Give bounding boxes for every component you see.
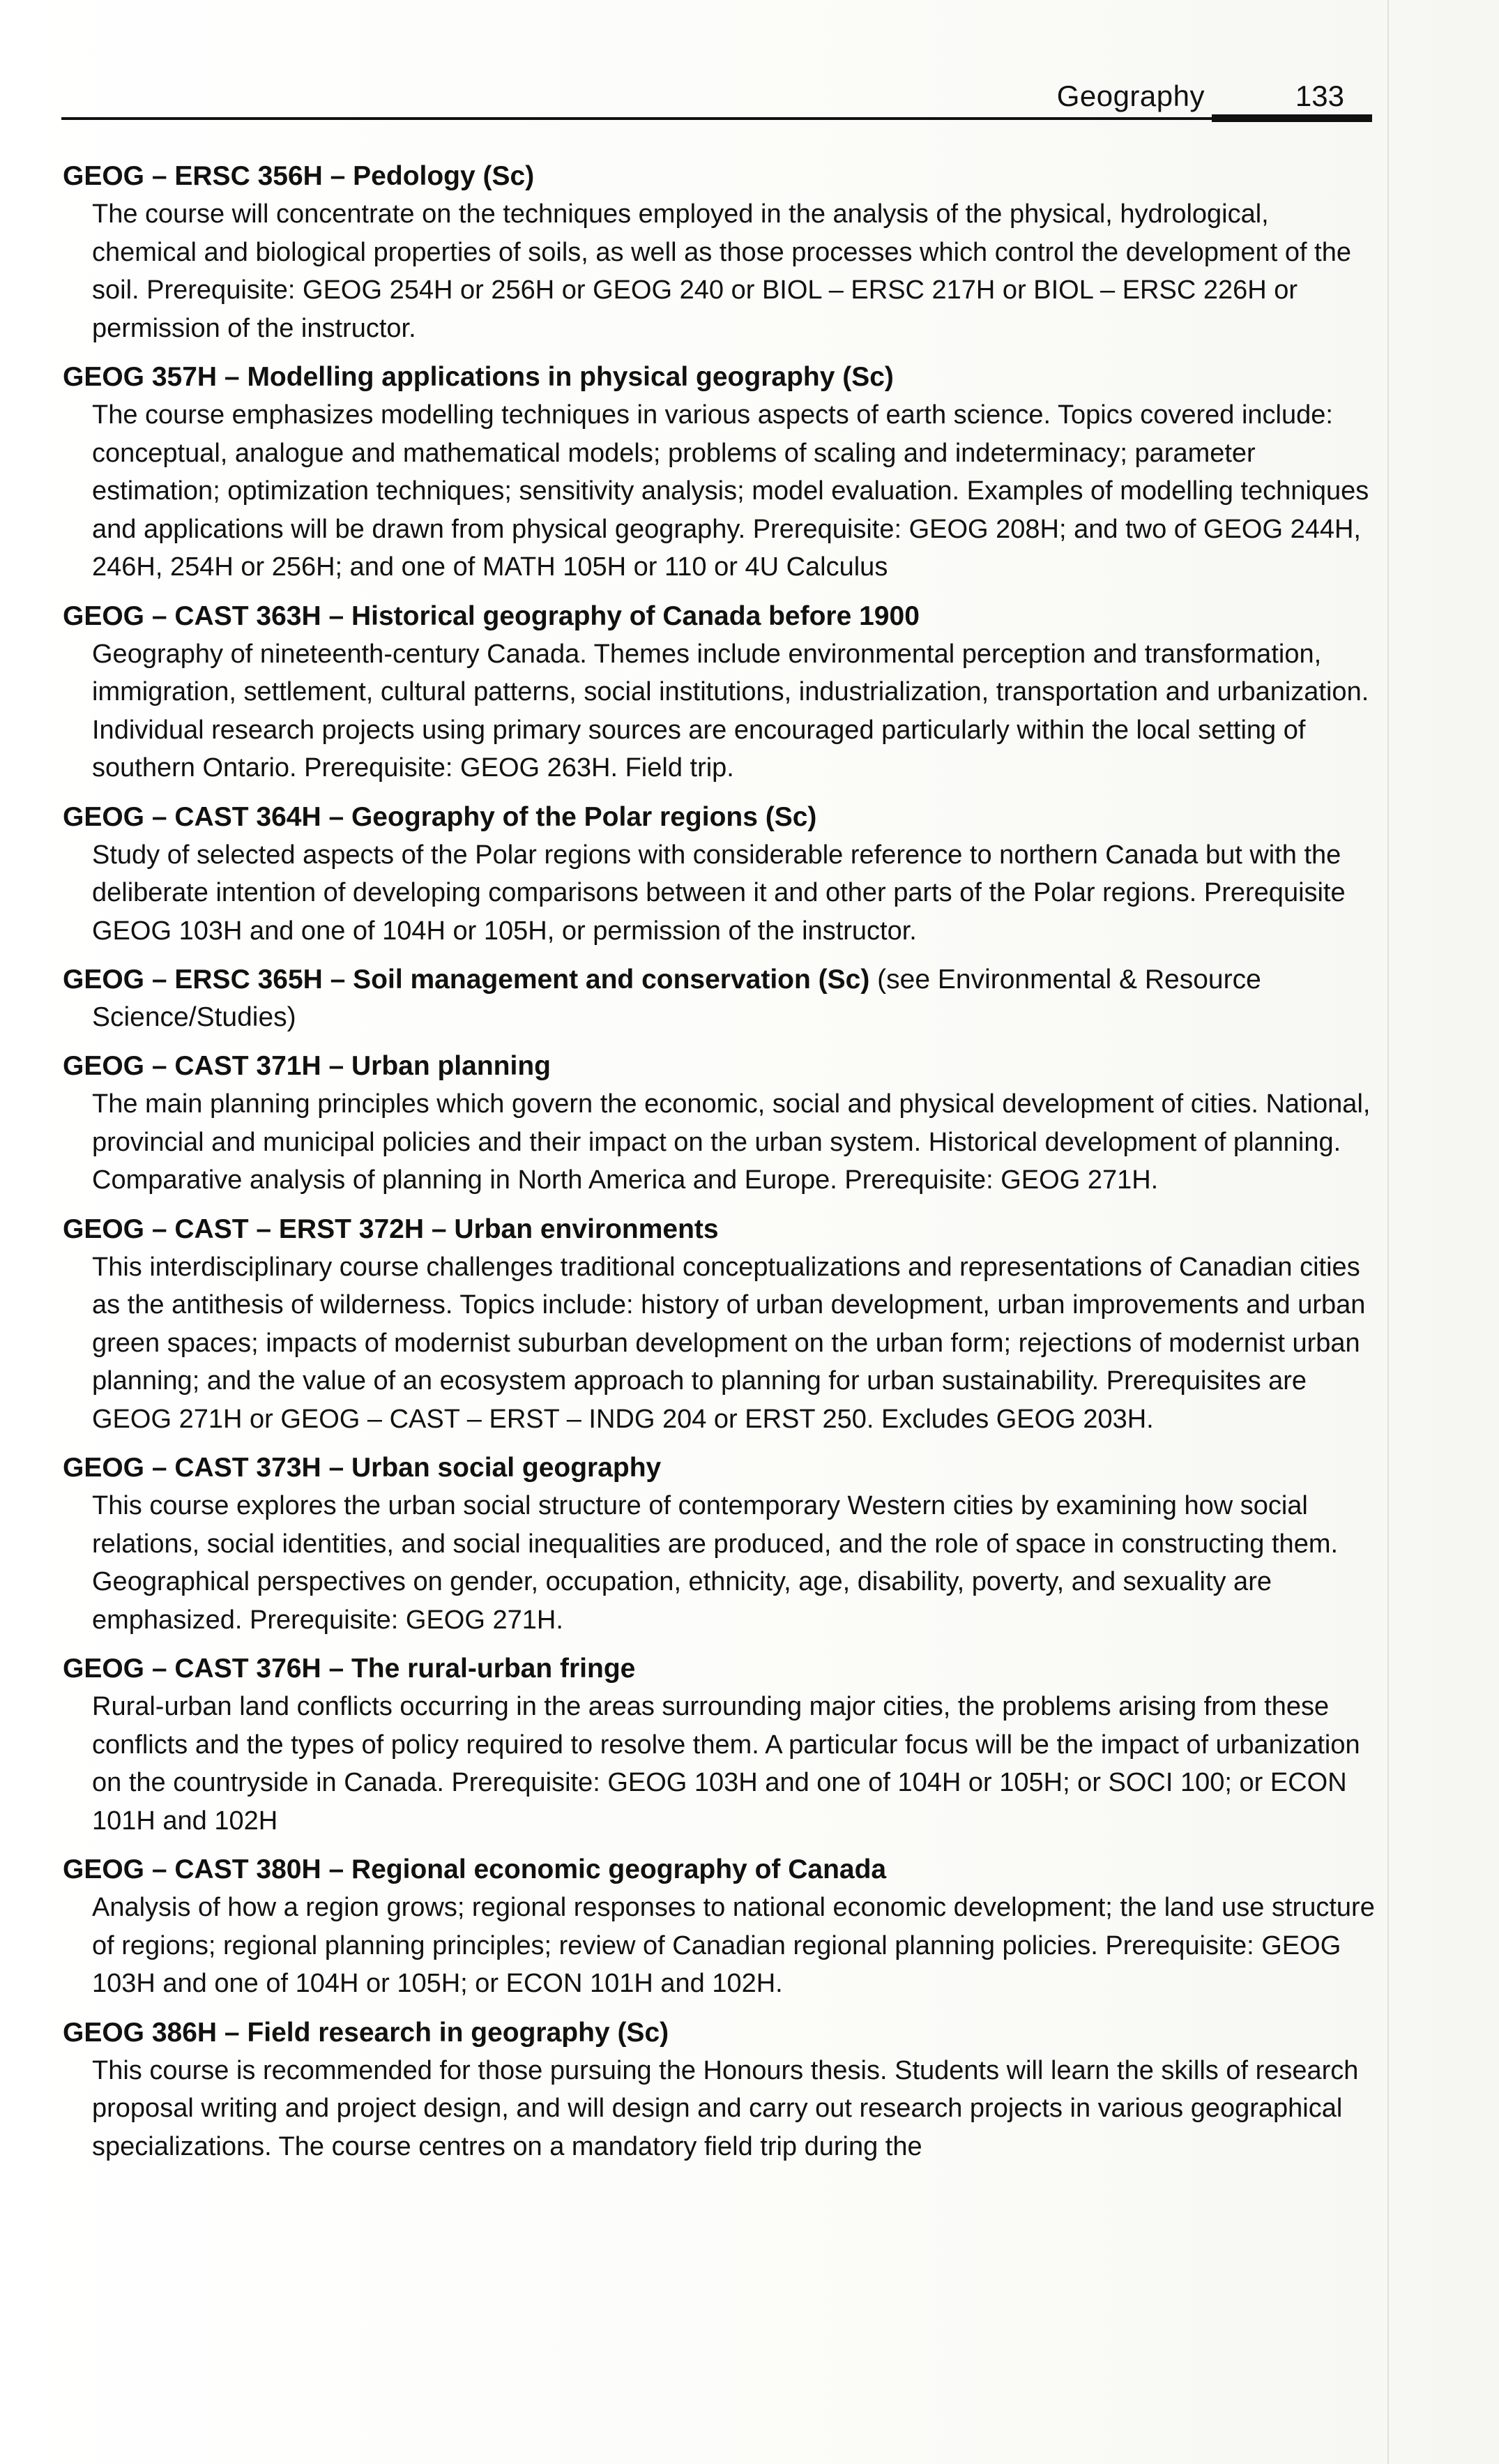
course-title: GEOG – CAST 363H – Historical geography of Canada before 1900 bbox=[63, 600, 920, 631]
course-description: Analysis of how a region grows; regional responses to national economic development; the land use structure of regions; regional planning principles; review of Canadian regional planning policies. Prerequisite: GEOG 103H and one of 104H or 105H; or ECON 101H and 102H. bbox=[92, 1893, 1375, 1998]
course-cross-reference: (see Environmental & Resource bbox=[869, 965, 1261, 995]
course-entry bbox=[63, 1449, 1380, 1639]
course-title: GEOG – ERSC 356H – Pedology (Sc) bbox=[63, 161, 535, 191]
header-rule bbox=[61, 117, 1372, 120]
course-description: The main planning principles which govern the economic, social and physical development of cities. National, provincial and municipal policies and their impact on the urban system. Historical development of planning. Comparative analysis of planning in North America and Europe. Prerequisite: GEOG 271H. bbox=[92, 1089, 1371, 1195]
course-entry bbox=[63, 2014, 1380, 2166]
course-description: The course will concentrate on the techniques employed in the analysis of the physical, hydrological, chemical and biological properties of soils, as well as those processes which control the development of the soil. Prerequisite: GEOG 254H or 256H or GEOG 240 or BIOL – ERSC 217H or BIOL – ERSC 226H or permission of the instructor. bbox=[92, 199, 1351, 343]
course-description: Rural-urban land conflicts occurring in the areas surrounding major cities, the problems arising from these conflicts and the types of policy required to resolve them. A particular focus will be the impact of urbanization on the countryside in Canada. Prerequisite: GEOG 103H and one of 104H or 105H; or SOCI 100; or ECON 101H and 102H bbox=[92, 1692, 1360, 1836]
course-entry bbox=[63, 158, 1380, 347]
course-title: GEOG – CAST 376H – The rural-urban fringe bbox=[63, 1654, 636, 1684]
course-description: This course is recommended for those pursuing the Honours thesis. Students will learn the skills of research proposal writing and project design, and will design and carry out research projects in various geographical specializations. The course centres on a mandatory field trip during the bbox=[92, 2055, 1359, 2161]
course-title: GEOG 386H – Field research in geography (Sc) bbox=[63, 2017, 669, 2048]
page-number: 133 bbox=[1295, 80, 1344, 112]
course-listing bbox=[63, 158, 1380, 2177]
course-entry bbox=[63, 1048, 1380, 1200]
course-entry bbox=[63, 358, 1380, 587]
course-entry bbox=[63, 1650, 1380, 1840]
course-description: This interdisciplinary course challenges traditional conceptualizations and representations of Canadian cities as the antithesis of wilderness. Topics include: history of urban development, urban improvements and urban green spaces; impacts of modernist suburban development on the urban form; rejections of modernist urban planning; and the value of an ecosystem approach to planning for urban sustainability. Prerequisites are GEOG 271H or GEOG – CAST – ERST – INDG 204 or ERST 250. Excludes GEOG 203H. bbox=[92, 1252, 1366, 1434]
course-description: The course emphasizes modelling techniques in various aspects of earth science. Topics covered include: conceptual, analogue and mathematical models; problems of scaling and indeterminacy; parameter estimation; optimization techniques; sensitivity analysis; model evaluation. Examples of modelling techniques and applications will be drawn from physical geography. Prerequisite: GEOG 208H; and two of GEOG 244H, 246H, 254H or 256H; and one of MATH 105H or 110 or 4U Calculus bbox=[92, 400, 1369, 582]
course-title bbox=[63, 961, 1380, 1036]
page-header bbox=[61, 75, 1372, 124]
course-title: GEOG – CAST 373H – Urban social geography bbox=[63, 1453, 662, 1483]
course-description: This course explores the urban social structure of contemporary Western cities by examining how social relations, social identities, and social inequalities are produced, and the role of space in constructing them. Geographical perspectives on gender, occupation, ethnicity, age, disability, poverty, and sexuality are emphasized. Prerequisite: GEOG 271H. bbox=[92, 1491, 1339, 1635]
course-description: Geography of nineteenth-century Canada. Themes include environmental perception and transformation, immigration, settlement, cultural patterns, social institutions, industrialization, transportation and urbanization. Individual research projects using primary sources are encouraged particularly within the local setting of southern Ontario. Prerequisite: GEOG 263H. Field trip. bbox=[92, 639, 1369, 783]
course-entry bbox=[63, 1851, 1380, 2003]
course-entry bbox=[63, 799, 1380, 951]
course-entry bbox=[63, 1211, 1380, 1439]
course-title: GEOG 357H – Modelling applications in physical geography (Sc) bbox=[63, 362, 894, 392]
course-title: GEOG – CAST 371H – Urban planning bbox=[63, 1051, 551, 1081]
course-description: Study of selected aspects of the Polar regions with considerable reference to northern Canada but with the deliberate intention of developing comparisons between it and other parts of the Polar regions. Prerequisite GEOG 103H and one of 104H or 105H, or permission of the instructor. bbox=[92, 840, 1346, 946]
course-title-text: GEOG – ERSC 365H – Soil management and conservation (Sc) bbox=[63, 965, 870, 995]
course-cross-reference-continued: Science/Studies) bbox=[92, 1002, 296, 1032]
running-head-section: Geography bbox=[1056, 80, 1205, 112]
course-entry bbox=[63, 961, 1380, 1036]
course-entry bbox=[63, 598, 1380, 787]
course-title: GEOG – CAST 364H – Geography of the Polar regions (Sc) bbox=[63, 801, 817, 832]
header-rule-accent bbox=[1212, 114, 1372, 122]
course-title: GEOG – CAST – ERST 372H – Urban environments bbox=[63, 1214, 719, 1244]
course-title: GEOG – CAST 380H – Regional economic geography of Canada bbox=[63, 1854, 887, 1884]
scan-edge-line bbox=[1387, 0, 1389, 2464]
